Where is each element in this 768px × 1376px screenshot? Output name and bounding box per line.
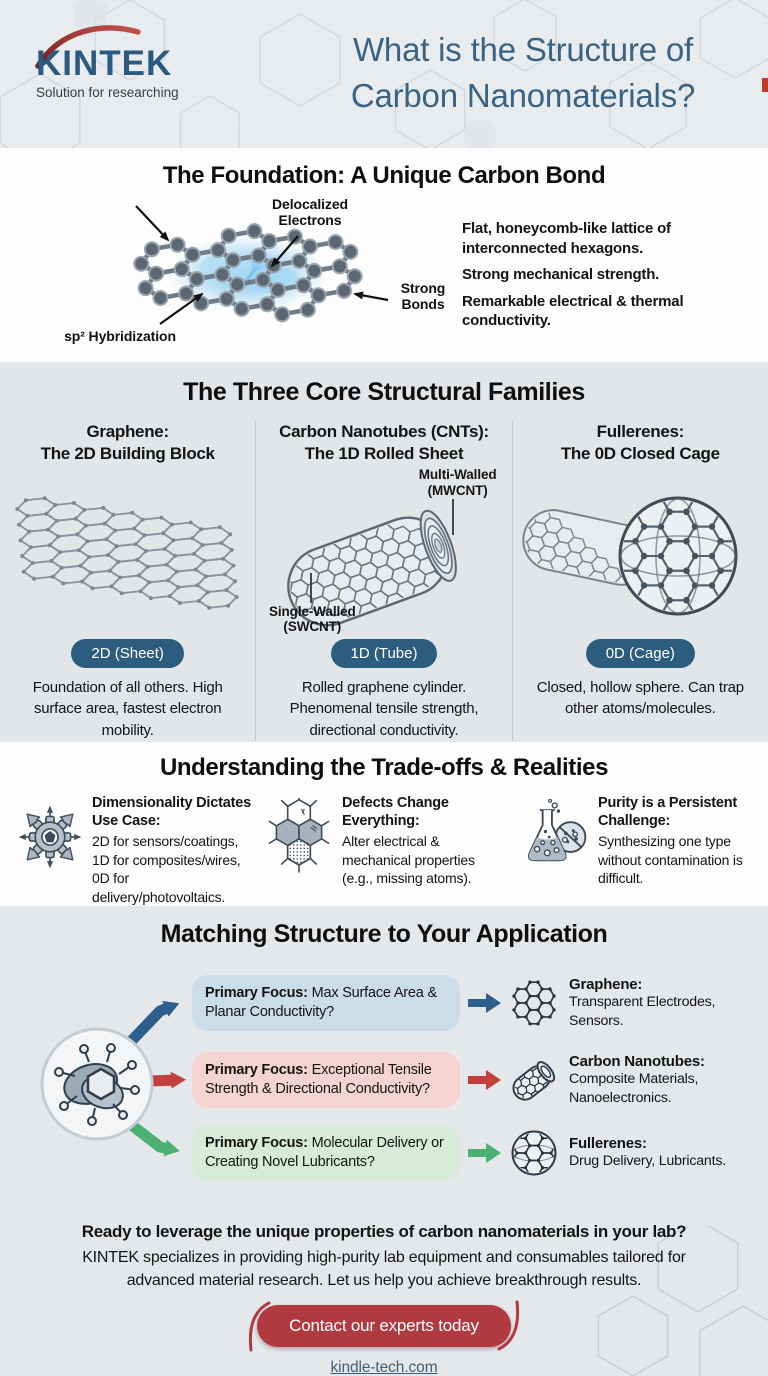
family-column-graphene [0, 421, 255, 741]
kintek-logo [36, 22, 236, 100]
tradeoff-purity [508, 794, 756, 906]
tradeoffs-section [0, 742, 768, 906]
family-subtitle: The 1D Rolled Sheet [304, 443, 464, 463]
family-description: Foundation of all others. High surface area, fastest electron mobility. [32, 679, 223, 739]
dimension-badge: 1D (Tube) [331, 639, 438, 668]
question-pill-red [192, 1052, 460, 1108]
family-column-fullerenes [512, 421, 768, 741]
footer-body: KINTEK specializes in providing high-purity lab equipment and consumables tailored for advanced material research. Let us help you achieve breakthrough results. [82, 1249, 686, 1289]
footer-section [0, 1208, 768, 1376]
dimension-badge: 0D (Cage) [586, 639, 695, 668]
family-name: Fullerenes: [596, 422, 685, 441]
flow-row-nanotubes [192, 1052, 758, 1108]
result-title: Graphene: [569, 976, 643, 994]
header [0, 0, 768, 148]
families-title: The Three Core Structural Families [183, 378, 585, 406]
result-text: Composite Materials, Nanoelectronics. [569, 1071, 699, 1106]
family-description: Rolled graphene cylinder. Phenomenal tensile strength, directional conductivity. [289, 679, 479, 739]
tradeoff-heading: Defects Change Everything: [342, 795, 449, 830]
swcnt-label: Single-Walled (SWCNT) [268, 603, 356, 635]
tradeoff-heading: Purity is a Persistent Challenge: [598, 795, 738, 830]
tradeoff-text: Synthesizing one type without contamination is difficult. [598, 833, 743, 887]
delocalized-electrons-label: Delocalized Electrons [272, 196, 348, 229]
contact-button[interactable]: Contact our experts today [257, 1305, 511, 1347]
fullerene-illustration [520, 468, 760, 636]
tradeoff-text: 2D for sensors/coatings, 1D for composites/wires, 0D for delivery/photovoltaics. [92, 833, 241, 905]
question-pill-green [192, 1125, 460, 1181]
sp2-hybridization-label: sp² Hybridization [64, 328, 176, 344]
question-pill-blue [192, 975, 460, 1031]
tradeoff-text: Alter electrical & mechanical properties (e.g., missing atoms). [342, 833, 475, 887]
tradeoff-heading: Dimensionality Dictates Use Case: [92, 795, 251, 830]
website-link[interactable]: kindle-tech.com [330, 1359, 438, 1376]
question-rest: Max Surface Area & Planar Conductivity? [205, 985, 437, 1021]
result-text: Transparent Electrodes, Sensors. [569, 994, 716, 1029]
graphene-flake-icon [508, 977, 560, 1029]
brand-name: KINTEK [36, 44, 173, 83]
foundation-points [462, 194, 768, 354]
gear-arrows-icon [16, 798, 84, 876]
families-section [0, 362, 768, 742]
family-name: Carbon Nanotubes (CNTs): [279, 422, 489, 441]
tradeoffs-title: Understanding the Trade-offs & Realities [159, 754, 609, 781]
cta-wrap [257, 1305, 511, 1347]
question-bold: Primary Focus: [205, 1135, 308, 1151]
foundation-section [0, 148, 768, 362]
result-title: Carbon Nanotubes: [569, 1053, 705, 1071]
graphene-sheet-illustration [13, 477, 243, 627]
flow-row-fullerenes [192, 1125, 758, 1181]
foundation-point: Remarkable electrical & thermal conductivity. [462, 292, 684, 329]
flow-row-graphene [192, 975, 758, 1031]
mwcnt-label: Multi-Walled (MWCNT) [418, 467, 497, 498]
flask-icon [512, 798, 590, 878]
matching-title: Matching Structure to Your Application [160, 920, 608, 948]
brand-tagline: Solution for researching [36, 85, 179, 100]
swcnt-leader-line [310, 573, 312, 603]
foundation-title: The Foundation: A Unique Carbon Bond [162, 162, 606, 189]
edge-artifact [762, 78, 768, 92]
question-bold: Primary Focus: [205, 1062, 308, 1078]
family-subtitle: The 0D Closed Cage [560, 443, 720, 463]
question-bold: Primary Focus: [205, 985, 308, 1001]
foundation-point: Strong mechanical strength. [462, 266, 660, 283]
arrow-right-icon [468, 990, 502, 1016]
family-subtitle: The 2D Building Block [40, 443, 215, 463]
mwcnt-leader-line [452, 499, 454, 535]
tradeoff-defects [260, 794, 508, 906]
question-rest: Molecular Delivery or Creating Novel Lubricants? [205, 1135, 444, 1171]
arrow-right-icon [468, 1067, 502, 1093]
graphene-lattice-diagram [48, 194, 460, 354]
result-title: Fullerenes: [569, 1135, 647, 1153]
fullerene-ball-icon [508, 1127, 560, 1179]
footer-heading: Ready to leverage the unique properties of carbon nanomaterials in your lab? [81, 1222, 687, 1241]
dimension-badge: 2D (Sheet) [71, 639, 184, 668]
family-column-nanotubes [255, 421, 511, 741]
family-name: Graphene: [86, 422, 169, 441]
page-title [292, 27, 754, 118]
decision-flowchart [0, 963, 768, 1203]
cta-right-arc [497, 1298, 525, 1352]
strong-bonds-label: Strong Bonds [400, 280, 446, 313]
page-title-line1: What is the Structure of [352, 31, 693, 68]
tradeoff-dimensionality [12, 794, 260, 906]
hexagon-defect-icon [264, 798, 334, 878]
nanotube-icon [508, 1054, 560, 1106]
result-text: Drug Delivery, Lubricants. [569, 1153, 726, 1170]
flow-connectors [0, 963, 200, 1203]
cta-left-arc [243, 1300, 271, 1354]
arrow-right-icon [468, 1140, 502, 1166]
matching-section [0, 906, 768, 1208]
family-description: Closed, hollow sphere. Can trap other atoms/molecules. [536, 679, 744, 718]
question-rest: Exceptional Tensile Strength & Directional Conductivity? [205, 1062, 432, 1098]
foundation-point: Flat, honeycomb-like lattice of interconnected hexagons. [462, 220, 671, 257]
page-title-line2: Carbon Nanomaterials? [350, 76, 696, 114]
